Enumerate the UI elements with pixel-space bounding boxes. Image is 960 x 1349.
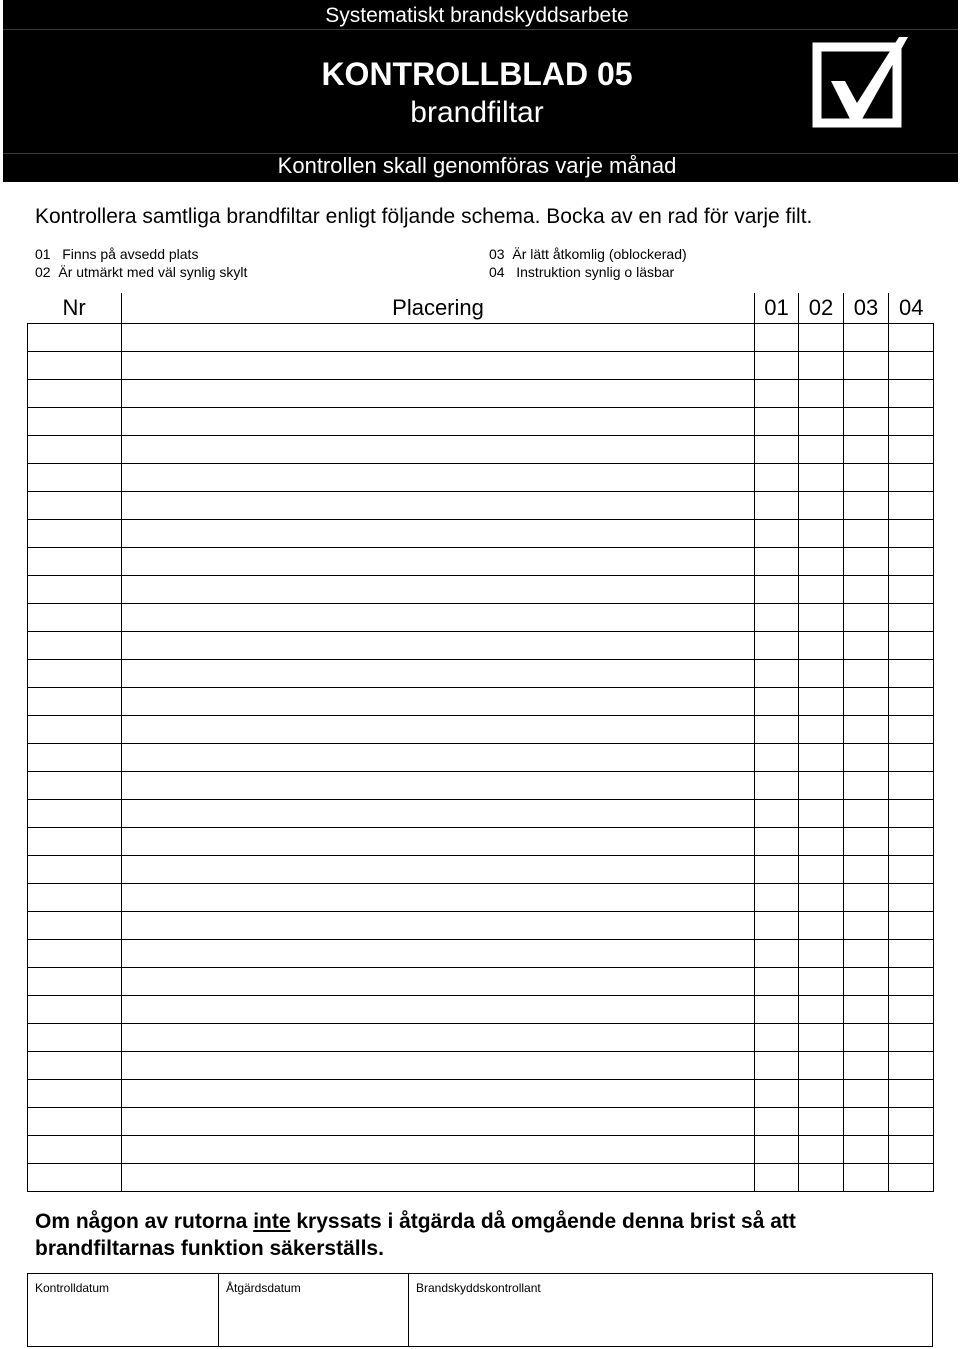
checkbox-cell-01[interactable]	[755, 520, 799, 548]
checkbox-cell-01[interactable]	[755, 1080, 799, 1108]
header-divider	[3, 29, 958, 30]
checkbox-cell-03[interactable]	[844, 352, 889, 380]
checkbox-cell-01[interactable]	[755, 1052, 799, 1080]
checklist-table	[27, 293, 934, 1192]
checkbox-cell-03[interactable]	[844, 688, 889, 716]
checkbox-cell-02[interactable]	[799, 464, 844, 492]
legend-item	[35, 264, 247, 280]
checkbox-cell-04[interactable]	[889, 968, 934, 996]
checkbox-cell-04[interactable]	[889, 996, 934, 1024]
checkbox-cell-01[interactable]	[755, 800, 799, 828]
cell-nr[interactable]	[28, 828, 122, 856]
checkbox-cell-04[interactable]	[889, 1080, 934, 1108]
table-row	[28, 716, 934, 744]
checkbox-cell-02[interactable]	[799, 436, 844, 464]
field-brandskyddskontrollant[interactable]: Brandskyddskontrollant	[408, 1274, 932, 1346]
legend-code: 02	[35, 264, 51, 280]
cell-nr[interactable]	[28, 1024, 122, 1052]
cell-nr[interactable]	[28, 688, 122, 716]
header-supertitle: Systematiskt brandskyddsarbete	[325, 4, 629, 27]
checkbox-cell-01[interactable]	[755, 1164, 799, 1192]
checkbox-cell-02[interactable]	[799, 688, 844, 716]
checkbox-cell-01[interactable]	[755, 464, 799, 492]
checkbox-cell-01[interactable]	[755, 1136, 799, 1164]
legend-text: Instruktion synlig o läsbar	[516, 264, 675, 280]
checkbox-cell-04[interactable]	[889, 520, 934, 548]
checkbox-cell-02[interactable]	[799, 968, 844, 996]
legend-text: Är lätt åtkomlig (oblockerad)	[512, 246, 687, 262]
checkbox-cell-01[interactable]	[755, 632, 799, 660]
checkbox-cell-02[interactable]	[799, 1164, 844, 1192]
checkbox-cell-04[interactable]	[889, 632, 934, 660]
checkbox-cell-03[interactable]	[844, 1024, 889, 1052]
checkbox-cell-01[interactable]	[755, 380, 799, 408]
cell-nr[interactable]	[28, 352, 122, 380]
table-row	[28, 1164, 934, 1192]
checkbox-cell-02[interactable]	[799, 520, 844, 548]
checkbox-cell-01[interactable]	[755, 772, 799, 800]
checkbox-cell-03[interactable]	[844, 1052, 889, 1080]
table-row	[28, 1052, 934, 1080]
signature-box	[27, 1273, 933, 1347]
cell-nr[interactable]	[28, 856, 122, 884]
checkbox-cell-01[interactable]	[755, 660, 799, 688]
cell-placering[interactable]	[122, 548, 755, 576]
cell-placering[interactable]	[122, 912, 755, 940]
checkbox-cell-02[interactable]	[799, 1080, 844, 1108]
table-row	[28, 996, 934, 1024]
cell-nr[interactable]	[28, 1108, 122, 1136]
checkbox-cell-04[interactable]	[889, 744, 934, 772]
checkbox-cell-04[interactable]	[889, 408, 934, 436]
checkbox-cell-01[interactable]	[755, 940, 799, 968]
header-banner	[3, 0, 958, 182]
cell-placering[interactable]	[122, 940, 755, 968]
checkbox-cell-02[interactable]	[799, 828, 844, 856]
table-header-row	[28, 293, 934, 324]
checkbox-cell-04[interactable]	[889, 548, 934, 576]
checkbox-cell-04[interactable]	[889, 940, 934, 968]
footer-note-text: kryssats i åtgärda då omgående denna brist så att brandfiltarnas funktion säkerställs.	[35, 1210, 796, 1260]
cell-nr[interactable]	[28, 632, 122, 660]
cell-nr[interactable]	[28, 912, 122, 940]
checkbox-cell-04[interactable]	[889, 828, 934, 856]
checkbox-cell-02[interactable]	[799, 324, 844, 352]
legend-item	[35, 246, 198, 262]
legend-text: Finns på avsedd plats	[62, 246, 199, 262]
checkbox-cell-02[interactable]	[799, 408, 844, 436]
cell-placering[interactable]	[122, 576, 755, 604]
checkbox-cell-03[interactable]	[844, 800, 889, 828]
cell-nr[interactable]	[28, 660, 122, 688]
checkbox-cell-02[interactable]	[799, 1108, 844, 1136]
checkbox-cell-04[interactable]	[889, 324, 934, 352]
checkbox-cell-01[interactable]	[755, 828, 799, 856]
checkbox-cell-03[interactable]	[844, 1108, 889, 1136]
cell-placering[interactable]	[122, 688, 755, 716]
table-row	[28, 520, 934, 548]
checkbox-cell-04[interactable]	[889, 660, 934, 688]
checkbox-cell-02[interactable]	[799, 1136, 844, 1164]
column-header-01: 01	[755, 293, 799, 324]
checkbox-cell-03[interactable]	[844, 716, 889, 744]
cell-nr[interactable]	[28, 324, 122, 352]
cell-nr[interactable]	[28, 772, 122, 800]
column-header-03: 03	[844, 293, 889, 324]
checkbox-cell-01[interactable]	[755, 492, 799, 520]
checkbox-cell-03[interactable]	[844, 548, 889, 576]
cell-nr[interactable]	[28, 576, 122, 604]
cell-nr[interactable]	[28, 1080, 122, 1108]
checkbox-cell-03[interactable]	[844, 436, 889, 464]
checkbox-cell-01[interactable]	[755, 436, 799, 464]
column-header-02: 02	[799, 293, 844, 324]
cell-nr[interactable]	[28, 716, 122, 744]
checkbox-cell-03[interactable]	[844, 464, 889, 492]
checkbox-cell-01[interactable]	[755, 912, 799, 940]
table-row	[28, 1108, 934, 1136]
checkbox-cell-04[interactable]	[889, 912, 934, 940]
checkbox-cell-03[interactable]	[844, 576, 889, 604]
cell-placering[interactable]	[122, 660, 755, 688]
cell-placering[interactable]	[122, 604, 755, 632]
cell-placering[interactable]	[122, 352, 755, 380]
checkbox-cell-02[interactable]	[799, 352, 844, 380]
checkbox-cell-01[interactable]	[755, 1108, 799, 1136]
checkbox-cell-03[interactable]	[844, 828, 889, 856]
cell-placering[interactable]	[122, 968, 755, 996]
table-row	[28, 772, 934, 800]
cell-nr[interactable]	[28, 380, 122, 408]
checkbox-cell-02[interactable]	[799, 576, 844, 604]
checkbox-cell-04[interactable]	[889, 688, 934, 716]
table-row	[28, 688, 934, 716]
checkbox-cell-03[interactable]	[844, 408, 889, 436]
checkbox-cell-01[interactable]	[755, 716, 799, 744]
checkbox-cell-03[interactable]	[844, 492, 889, 520]
table-row	[28, 408, 934, 436]
cell-placering[interactable]	[122, 996, 755, 1024]
checkbox-cell-03[interactable]	[844, 380, 889, 408]
column-header-placering: Placering	[122, 293, 755, 324]
cell-placering[interactable]	[122, 1164, 755, 1192]
table-row	[28, 968, 934, 996]
checkbox-cell-02[interactable]	[799, 1052, 844, 1080]
checkbox-cell-03[interactable]	[844, 632, 889, 660]
cell-placering[interactable]	[122, 800, 755, 828]
checkbox-cell-02[interactable]	[799, 492, 844, 520]
table-row	[28, 576, 934, 604]
checkbox-cell-03[interactable]	[844, 1164, 889, 1192]
checkbox-cell-04[interactable]	[889, 352, 934, 380]
cell-nr[interactable]	[28, 996, 122, 1024]
cell-nr[interactable]	[28, 408, 122, 436]
checkbox-cell-02[interactable]	[799, 660, 844, 688]
table-row	[28, 912, 934, 940]
checkbox-cell-02[interactable]	[799, 856, 844, 884]
cell-nr[interactable]	[28, 1052, 122, 1080]
checkbox-cell-03[interactable]	[844, 1136, 889, 1164]
checkbox-cell-04[interactable]	[889, 464, 934, 492]
checkbox-cell-02[interactable]	[799, 632, 844, 660]
checkbox-cell-01[interactable]	[755, 408, 799, 436]
legend-code: 03	[489, 246, 505, 262]
cell-placering[interactable]	[122, 716, 755, 744]
checkbox-cell-04[interactable]	[889, 1108, 934, 1136]
checkbox-cell-04[interactable]	[889, 436, 934, 464]
table-row	[28, 1136, 934, 1164]
checkbox-cell-03[interactable]	[844, 604, 889, 632]
column-header-04: 04	[889, 293, 934, 324]
cell-nr[interactable]	[28, 604, 122, 632]
checkbox-cell-04[interactable]	[889, 604, 934, 632]
checkbox-cell-03[interactable]	[844, 324, 889, 352]
cell-placering[interactable]	[122, 632, 755, 660]
table-row	[28, 660, 934, 688]
cell-placering[interactable]	[122, 520, 755, 548]
checkbox-cell-01[interactable]	[755, 968, 799, 996]
cell-nr[interactable]	[28, 548, 122, 576]
table-row	[28, 380, 934, 408]
cell-placering[interactable]	[122, 744, 755, 772]
checkbox-cell-02[interactable]	[799, 716, 844, 744]
checkbox-cell-02[interactable]	[799, 604, 844, 632]
checkbox-cell-01[interactable]	[755, 996, 799, 1024]
checkbox-cell-02[interactable]	[799, 1024, 844, 1052]
checkbox-cell-03[interactable]	[844, 856, 889, 884]
checkbox-cell-04[interactable]	[889, 800, 934, 828]
cell-placering[interactable]	[122, 1136, 755, 1164]
checkbox-cell-03[interactable]	[844, 1080, 889, 1108]
cell-nr[interactable]	[28, 1164, 122, 1192]
table-row	[28, 1024, 934, 1052]
cell-nr[interactable]	[28, 968, 122, 996]
checkbox-cell-04[interactable]	[889, 492, 934, 520]
checkbox-cell-02[interactable]	[799, 912, 844, 940]
checkbox-cell-02[interactable]	[799, 548, 844, 576]
checkbox-cell-02[interactable]	[799, 884, 844, 912]
table-row	[28, 604, 934, 632]
table-row	[28, 464, 934, 492]
checkbox-cell-04[interactable]	[889, 576, 934, 604]
cell-nr[interactable]	[28, 520, 122, 548]
field-kontrolldatum[interactable]: Kontrolldatum	[35, 1281, 110, 1295]
table-row	[28, 744, 934, 772]
checkbox-checked-icon	[811, 33, 911, 128]
checkbox-cell-01[interactable]	[755, 324, 799, 352]
legend-code: 04	[489, 264, 505, 280]
cell-placering[interactable]	[122, 1024, 755, 1052]
cell-placering[interactable]	[122, 1108, 755, 1136]
table-row	[28, 940, 934, 968]
field-atgardsdatum[interactable]: Åtgärdsdatum	[218, 1274, 408, 1346]
checkbox-cell-04[interactable]	[889, 716, 934, 744]
cell-placering[interactable]	[122, 828, 755, 856]
checkbox-cell-04[interactable]	[889, 1052, 934, 1080]
table-row	[28, 828, 934, 856]
checkbox-cell-03[interactable]	[844, 744, 889, 772]
checkbox-cell-01[interactable]	[755, 352, 799, 380]
table-row	[28, 436, 934, 464]
checkbox-cell-03[interactable]	[844, 968, 889, 996]
checkbox-cell-02[interactable]	[799, 800, 844, 828]
cell-nr[interactable]	[28, 1136, 122, 1164]
checkbox-cell-04[interactable]	[889, 856, 934, 884]
table-row	[28, 352, 934, 380]
table-row	[28, 492, 934, 520]
cell-placering[interactable]	[122, 436, 755, 464]
legend-code: 01	[35, 246, 51, 262]
checkbox-cell-04[interactable]	[889, 1024, 934, 1052]
cell-placering[interactable]	[122, 408, 755, 436]
cell-nr[interactable]	[28, 940, 122, 968]
legend-item	[489, 264, 674, 280]
checkbox-cell-01[interactable]	[755, 604, 799, 632]
cell-nr[interactable]	[28, 436, 122, 464]
instruction-text: Kontrollera samtliga brandfiltar enligt följande schema. Bocka av en rad för varje filt.	[35, 205, 813, 228]
checkbox-cell-02[interactable]	[799, 772, 844, 800]
checkbox-cell-02[interactable]	[799, 744, 844, 772]
cell-placering[interactable]	[122, 464, 755, 492]
table-row	[28, 632, 934, 660]
page-title: KONTROLLBLAD 05	[321, 56, 633, 92]
checkbox-cell-01[interactable]	[755, 688, 799, 716]
table-row	[28, 548, 934, 576]
cell-nr[interactable]	[28, 744, 122, 772]
checkbox-cell-01[interactable]	[755, 884, 799, 912]
checkbox-cell-02[interactable]	[799, 380, 844, 408]
checkbox-cell-01[interactable]	[755, 548, 799, 576]
cell-nr[interactable]	[28, 884, 122, 912]
cell-placering[interactable]	[122, 772, 755, 800]
footer-note-emphasis: inte	[253, 1210, 291, 1233]
checkbox-cell-04[interactable]	[889, 380, 934, 408]
cell-nr[interactable]	[28, 800, 122, 828]
cell-placering[interactable]	[122, 380, 755, 408]
checkbox-cell-04[interactable]	[889, 1164, 934, 1192]
checkbox-cell-03[interactable]	[844, 996, 889, 1024]
checkbox-cell-04[interactable]	[889, 884, 934, 912]
footer-note-text: Om någon av rutorna	[35, 1210, 254, 1233]
cell-placering[interactable]	[122, 324, 755, 352]
cell-placering[interactable]	[122, 884, 755, 912]
checkbox-cell-03[interactable]	[844, 940, 889, 968]
legend-item	[489, 246, 687, 262]
frequency-text: Kontrollen skall genomföras varje månad	[277, 153, 677, 178]
checkbox-cell-02[interactable]	[799, 940, 844, 968]
checkbox-cell-01[interactable]	[755, 744, 799, 772]
table-row	[28, 1080, 934, 1108]
cell-placering[interactable]	[122, 492, 755, 520]
page-subtitle: brandfiltar	[410, 96, 544, 129]
checkbox-cell-04[interactable]	[889, 772, 934, 800]
checkbox-cell-01[interactable]	[755, 856, 799, 884]
checkbox-cell-03[interactable]	[844, 520, 889, 548]
column-header-nr: Nr	[28, 293, 122, 324]
checkbox-cell-03[interactable]	[844, 884, 889, 912]
checkbox-cell-03[interactable]	[844, 772, 889, 800]
checkbox-cell-01[interactable]	[755, 1024, 799, 1052]
cell-nr[interactable]	[28, 492, 122, 520]
table-row	[28, 856, 934, 884]
table-row	[28, 884, 934, 912]
cell-placering[interactable]	[122, 1052, 755, 1080]
cell-placering[interactable]	[122, 1080, 755, 1108]
checkbox-cell-02[interactable]	[799, 996, 844, 1024]
checkbox-cell-03[interactable]	[844, 660, 889, 688]
cell-placering[interactable]	[122, 856, 755, 884]
table-row	[28, 800, 934, 828]
checkbox-cell-03[interactable]	[844, 912, 889, 940]
footer-note	[35, 1208, 915, 1262]
legend-text: Är utmärkt med väl synlig skylt	[58, 264, 248, 280]
checkbox-cell-01[interactable]	[755, 576, 799, 604]
cell-nr[interactable]	[28, 464, 122, 492]
table-row	[28, 324, 934, 352]
checkbox-cell-04[interactable]	[889, 1136, 934, 1164]
